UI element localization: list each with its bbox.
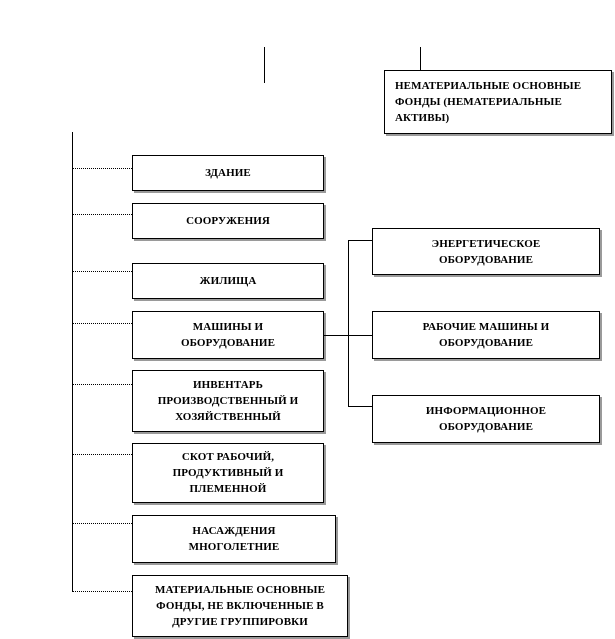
connector-working-machines xyxy=(348,335,372,336)
category-livestock-box: СКОТ РАБОЧИЙ, ПРОДУКТИВНЫЙ И ПЛЕМЕННОЙ xyxy=(132,443,324,503)
machinery-branch-horizontal xyxy=(324,335,348,336)
connector-information-equipment xyxy=(348,406,372,407)
category-housing-box: ЖИЛИЩА xyxy=(132,263,324,299)
category-structures-box: СООРУЖЕНИЯ xyxy=(132,203,324,239)
top-stub-line-right xyxy=(420,47,421,70)
connector-housing xyxy=(73,271,132,272)
category-machinery-box: МАШИНЫ И ОБОРУДОВАНИЕ xyxy=(132,311,324,359)
connector-machinery xyxy=(73,323,132,324)
working-machines-box: РАБОЧИЕ МАШИНЫ И ОБОРУДОВАНИЕ xyxy=(372,311,600,359)
category-inventory-box: ИНВЕНТАРЬ ПРОИЗВОДСТВЕННЫЙ И ХОЗЯЙСТВЕННЫЙ xyxy=(132,370,324,432)
information-equipment-box: ИНФОРМАЦИОННОЕ ОБОРУДОВАНИЕ xyxy=(372,395,600,443)
top-stub-line-left xyxy=(264,47,265,83)
connector-livestock xyxy=(73,454,132,455)
connector-other-tangible xyxy=(73,591,132,592)
category-other-tangible-box: МАТЕРИАЛЬНЫЕ ОСНОВНЫЕ ФОНДЫ, НЕ ВКЛЮЧЕННЫЕ В ДРУГИЕ ГРУППИРОВКИ xyxy=(132,575,348,637)
category-building-box: ЗДАНИЕ xyxy=(132,155,324,191)
energy-equipment-box: ЭНЕРГЕТИЧЕСКОЕ ОБОРУДОВАНИЕ xyxy=(372,228,600,275)
connector-inventory xyxy=(73,384,132,385)
connector-plantings xyxy=(73,523,132,524)
connector-energy-equipment xyxy=(348,240,372,241)
connector-building xyxy=(73,168,132,169)
category-plantings-box: НАСАЖДЕНИЯ МНОГОЛЕТНИЕ xyxy=(132,515,336,563)
connector-structures xyxy=(73,214,132,215)
machinery-branch-vertical xyxy=(348,240,349,407)
intangible-assets-box: НЕМАТЕРИАЛЬНЫЕ ОСНОВНЫЕ ФОНДЫ (НЕМАТЕРИАЛЬНЫЕ АКТИВЫ) xyxy=(384,70,612,134)
